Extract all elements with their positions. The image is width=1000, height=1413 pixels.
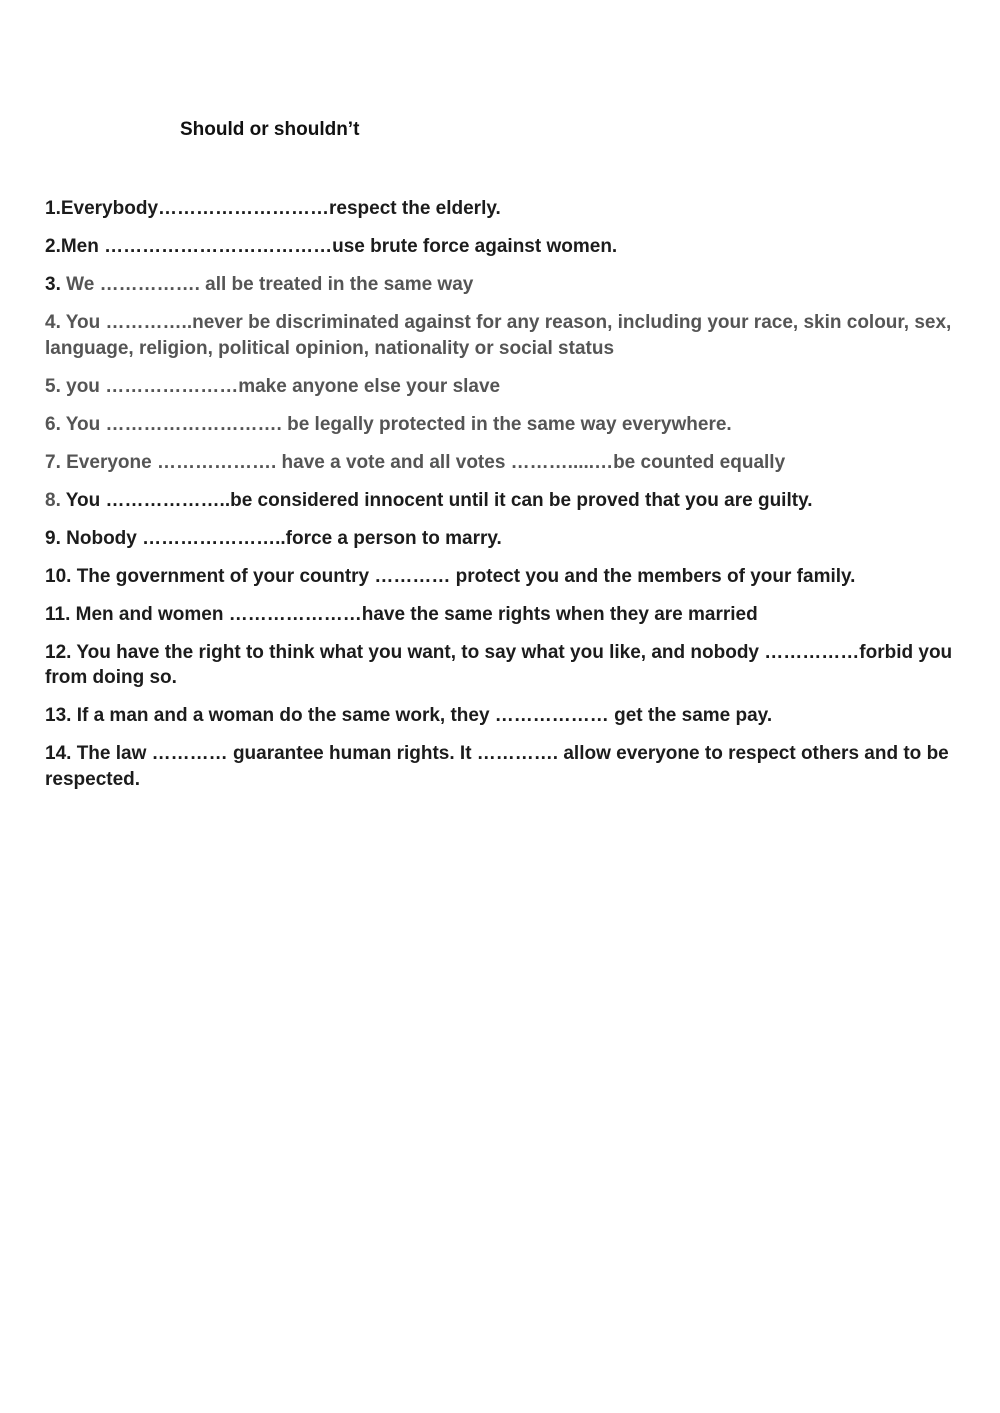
exercise-list [45, 196, 965, 805]
exercise-item-8 [45, 488, 965, 514]
item-number: 9. [45, 527, 61, 549]
item-number: 6. [45, 413, 61, 435]
exercise-item-4 [45, 310, 965, 361]
item-number: 7. [45, 451, 61, 473]
exercise-item-10 [45, 564, 965, 590]
exercise-item-12 [45, 640, 965, 691]
page-title: Should or shouldn’t [180, 119, 360, 140]
exercise-item-11 [45, 602, 965, 628]
item-text: you …………………make anyone else your slave [60, 375, 501, 397]
item-text: Men ………………………………use brute force against women. [60, 236, 618, 257]
item-number: 13. [45, 705, 72, 726]
item-number: 14. [45, 743, 72, 764]
item-number: 3. [45, 274, 61, 295]
item-number: 2. [45, 236, 61, 257]
item-number: 1. [45, 198, 61, 219]
item-text: You have the right to think what you want, to say what you like, and nobody ……………forbid you from doing so. [45, 641, 953, 688]
exercise-item-7 [45, 450, 965, 476]
exercise-item-14 [45, 741, 965, 792]
item-text: Nobody …………………..force a person to marry. [60, 527, 502, 549]
item-text: The law ………… guarantee human rights. It …………. allow everyone to respect others and to be respected. [45, 743, 949, 790]
exercise-item-3 [45, 272, 965, 298]
exercise-item-1 [45, 196, 965, 222]
item-number: 4. [45, 312, 61, 333]
exercise-item-13 [45, 703, 965, 729]
item-text: If a man and a woman do the same work, they ……………… get the same pay. [71, 705, 773, 726]
exercise-item-9 [45, 526, 965, 552]
exercise-item-6 [45, 412, 965, 438]
item-number: 5. [45, 375, 61, 397]
item-text: You …………..never be discriminated against for any reason, including your race, skin colour, sex, language, religion, political opinion, nationality or social status [45, 312, 952, 359]
item-text: Everybody………………………respect the elderly. [60, 198, 501, 219]
item-number: 12. [45, 641, 72, 663]
item-number: 11. [45, 603, 71, 625]
item-text: Everyone ………………. have a vote and all votes ……….....…be counted equally [60, 451, 786, 473]
item-text: Men and women …………………have the same rights when they are married [70, 603, 758, 625]
item-text: The government of your country ………… protect you and the members of your family. [71, 565, 856, 587]
item-text: You ………………………. be legally protected in the same way everywhere. [60, 413, 732, 435]
exercise-item-2 [45, 234, 965, 260]
item-text: We ……………. all be treated in the same way [60, 274, 474, 295]
item-number: 8. [45, 489, 61, 511]
item-number: 10. [45, 565, 72, 587]
item-text: You ………………..be considered innocent until it can be proved that you are guilty. [60, 489, 813, 511]
exercise-item-5 [45, 374, 965, 400]
